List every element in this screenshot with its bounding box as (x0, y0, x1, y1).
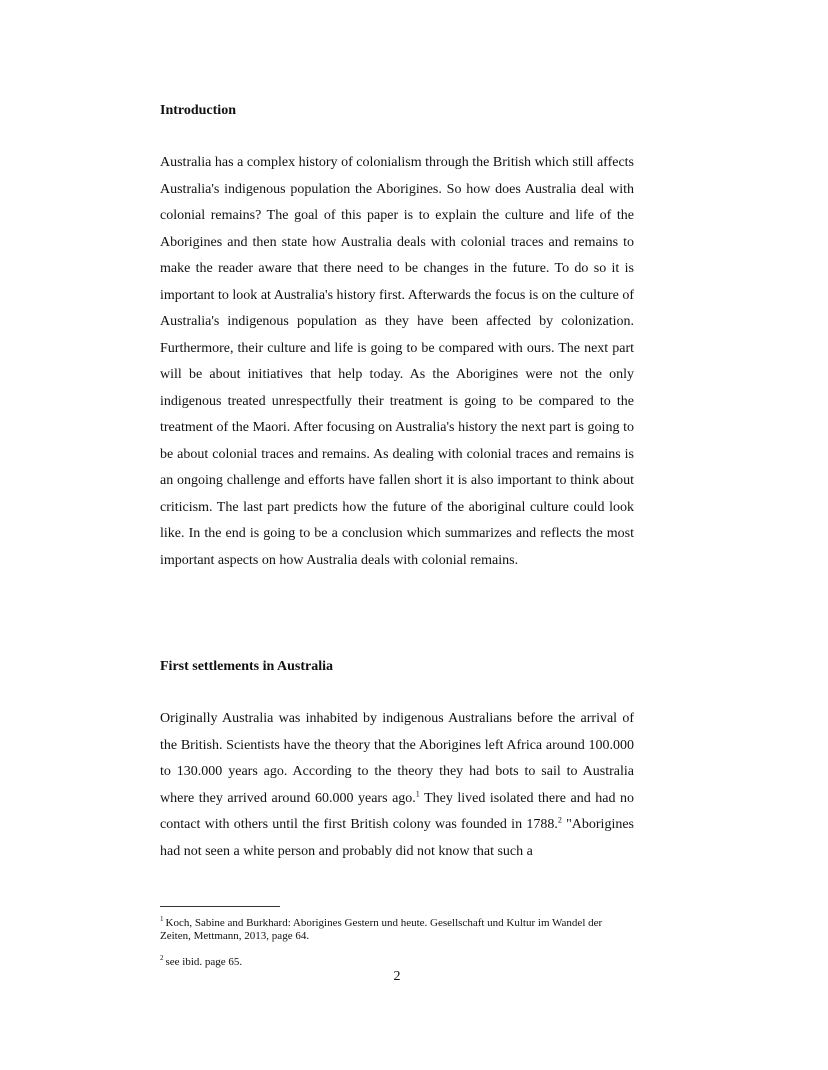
footnote-text: Koch, Sabine and Burkhard: Aborigines Gestern und heute. Gesellschaft und Kultur im Wandel der Zeiten, Mettmann, 2013, page 64. (160, 917, 603, 942)
footnote-reference: 2 (557, 815, 562, 825)
footnote (160, 956, 634, 969)
paragraph-text-part: They lived isolated there and had no contact with others until the first British colony was founded in 1788. (160, 790, 634, 832)
footnote-reference: 1 (415, 788, 420, 798)
first-settlements-paragraph (160, 706, 634, 865)
paragraph-text-part: Originally Australia was inhabited by indigenous Australians before the arrival of the British. Scientists have the theory that the Aborigines left Africa around 100.000 to 130.000 years ago. According to the theory they had bots to sail to Australia where they arrived around 60.000 years ago. (160, 711, 634, 806)
section-heading-introduction: Introduction (160, 103, 236, 118)
introduction-paragraph: Australia has a complex history of colonialism through the British which still affects Australia's indigenous population the Aborigines. So how does Australia deal with colonial remains? The goal of this paper is to explain the culture and life of the Aborigines and then state how Australia deals with colonial traces and remains to make the reader aware that there need to be changes in the future. To do so it is important to look at Australia's history first. Afterwards the focus is on the culture of Australia's indigenous population as they have been affected by colonization. Furthermore, their culture and life is going to be compared with ours. The next part will be about initiatives that help today. As the Aborigines were not the only indigenous treated unrespectfully their treatment is going to be compared to the treatment of the Maori. After focusing on Australia's history the next part is going to be about colonial traces and remains. As dealing with colonial traces and remains is an ongoing challenge and efforts have fallen short it is also important to think about criticism. The last part predicts how the future of the aboriginal culture could look like. In the end is going to be a conclusion which summarizes and reflects the most important aspects on how Australia deals with colonial remains. (160, 155, 634, 568)
footnote-number: 1 (160, 915, 164, 924)
footnote-separator (160, 906, 280, 907)
page-number: 2 (393, 969, 401, 984)
footnote-text: see ibid. page 65. (165, 956, 243, 968)
section-heading-first-settlements: First settlements in Australia (160, 659, 334, 674)
footnote-number: 2 (160, 954, 164, 963)
paragraph-text-part: "Aborigines had not seen a white person and probably did not know that such a (160, 817, 635, 859)
footnote (160, 917, 634, 943)
